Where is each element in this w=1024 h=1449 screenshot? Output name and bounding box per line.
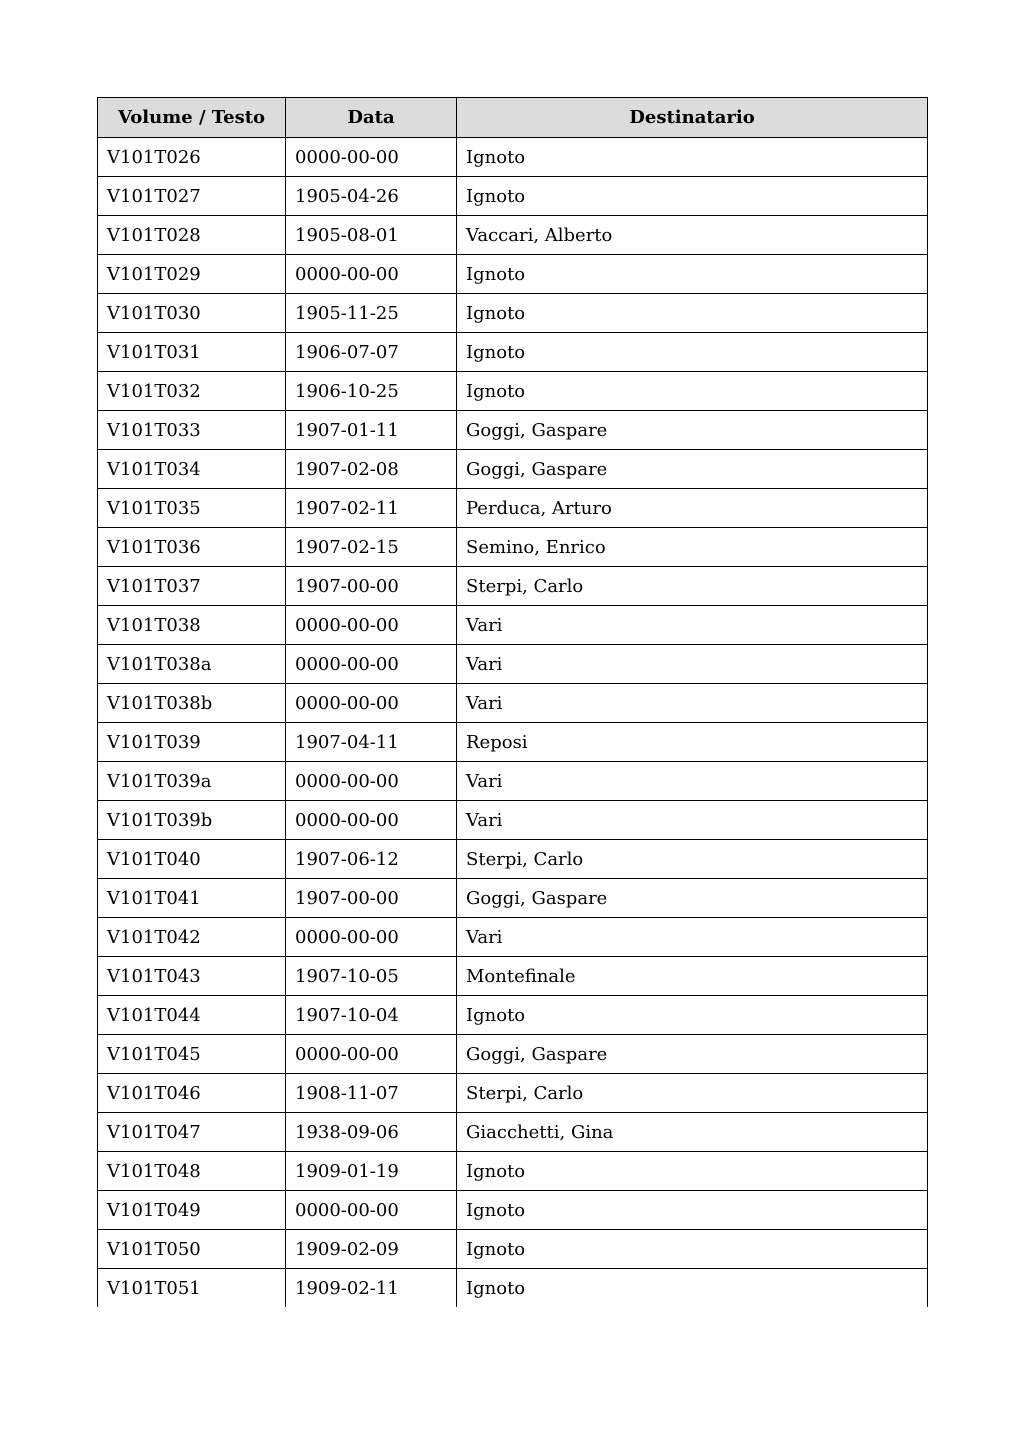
recipient-cell: Goggi, Gaspare [457, 411, 928, 450]
table-row [98, 1269, 928, 1308]
table-row [98, 684, 928, 723]
recipient-cell: Ignoto [457, 1152, 928, 1191]
recipient-cell: Sterpi, Carlo [457, 1074, 928, 1113]
table-row [98, 450, 928, 489]
table-row [98, 216, 928, 255]
date-cell: 1907-00-00 [286, 879, 457, 918]
table-row [98, 294, 928, 333]
table-row [98, 411, 928, 450]
date-cell: 1909-02-11 [286, 1269, 457, 1308]
volume-cell: V101T038b [98, 684, 286, 723]
recipient-cell: Montefinale [457, 957, 928, 996]
recipient-cell: Ignoto [457, 294, 928, 333]
date-cell: 0000-00-00 [286, 255, 457, 294]
date-cell: 1905-04-26 [286, 177, 457, 216]
date-cell: 1907-04-11 [286, 723, 457, 762]
volume-cell: V101T032 [98, 372, 286, 411]
volume-cell: V101T028 [98, 216, 286, 255]
table-row [98, 1191, 928, 1230]
table-row [98, 723, 928, 762]
date-cell: 1907-02-11 [286, 489, 457, 528]
volume-cell: V101T031 [98, 333, 286, 372]
volume-cell: V101T050 [98, 1230, 286, 1269]
table-row [98, 606, 928, 645]
correspondence-table [97, 97, 928, 1307]
table-row [98, 528, 928, 567]
date-cell: 1907-10-05 [286, 957, 457, 996]
column-header-volume: Volume / Testo [98, 98, 286, 138]
volume-cell: V101T051 [98, 1269, 286, 1308]
table-row [98, 1074, 928, 1113]
volume-cell: V101T048 [98, 1152, 286, 1191]
recipient-cell: Goggi, Gaspare [457, 450, 928, 489]
date-cell: 0000-00-00 [286, 918, 457, 957]
table-row [98, 996, 928, 1035]
date-cell: 1905-11-25 [286, 294, 457, 333]
table-row [98, 567, 928, 606]
table-row [98, 489, 928, 528]
volume-cell: V101T029 [98, 255, 286, 294]
volume-cell: V101T045 [98, 1035, 286, 1074]
date-cell: 0000-00-00 [286, 606, 457, 645]
table-row [98, 957, 928, 996]
table-row [98, 1035, 928, 1074]
volume-cell: V101T030 [98, 294, 286, 333]
recipient-cell: Ignoto [457, 372, 928, 411]
date-cell: 1907-02-08 [286, 450, 457, 489]
volume-cell: V101T035 [98, 489, 286, 528]
date-cell: 1906-10-25 [286, 372, 457, 411]
volume-cell: V101T049 [98, 1191, 286, 1230]
table-row [98, 918, 928, 957]
volume-cell: V101T036 [98, 528, 286, 567]
recipient-cell: Goggi, Gaspare [457, 1035, 928, 1074]
date-cell: 0000-00-00 [286, 645, 457, 684]
volume-cell: V101T043 [98, 957, 286, 996]
column-header-recipient: Destinatario [457, 98, 928, 138]
date-cell: 1907-02-15 [286, 528, 457, 567]
recipient-cell: Vari [457, 684, 928, 723]
date-cell: 1907-01-11 [286, 411, 457, 450]
recipient-cell: Ignoto [457, 1230, 928, 1269]
table-row [98, 1113, 928, 1152]
table-row [98, 177, 928, 216]
volume-cell: V101T044 [98, 996, 286, 1035]
table-row [98, 801, 928, 840]
date-cell: 1907-06-12 [286, 840, 457, 879]
recipient-cell: Vaccari, Alberto [457, 216, 928, 255]
table-row [98, 840, 928, 879]
table-row [98, 1230, 928, 1269]
recipient-cell: Vari [457, 606, 928, 645]
recipient-cell: Semino, Enrico [457, 528, 928, 567]
date-cell: 0000-00-00 [286, 138, 457, 177]
table-row [98, 879, 928, 918]
volume-cell: V101T046 [98, 1074, 286, 1113]
table-body [98, 138, 928, 1308]
column-header-date: Data [286, 98, 457, 138]
recipient-cell: Ignoto [457, 1191, 928, 1230]
volume-cell: V101T038a [98, 645, 286, 684]
date-cell: 1906-07-07 [286, 333, 457, 372]
date-cell: 0000-00-00 [286, 1035, 457, 1074]
recipient-cell: Ignoto [457, 177, 928, 216]
volume-cell: V101T042 [98, 918, 286, 957]
volume-cell: V101T033 [98, 411, 286, 450]
recipient-cell: Vari [457, 918, 928, 957]
volume-cell: V101T027 [98, 177, 286, 216]
table-row [98, 138, 928, 177]
date-cell: 1907-00-00 [286, 567, 457, 606]
volume-cell: V101T039b [98, 801, 286, 840]
recipient-cell: Sterpi, Carlo [457, 567, 928, 606]
recipient-cell: Ignoto [457, 1269, 928, 1308]
table-row [98, 1152, 928, 1191]
date-cell: 0000-00-00 [286, 801, 457, 840]
volume-cell: V101T047 [98, 1113, 286, 1152]
date-cell: 1907-10-04 [286, 996, 457, 1035]
date-cell: 1909-02-09 [286, 1230, 457, 1269]
recipient-cell: Reposi [457, 723, 928, 762]
recipient-cell: Sterpi, Carlo [457, 840, 928, 879]
recipient-cell: Giacchetti, Gina [457, 1113, 928, 1152]
recipient-cell: Ignoto [457, 996, 928, 1035]
date-cell: 0000-00-00 [286, 762, 457, 801]
recipient-cell: Perduca, Arturo [457, 489, 928, 528]
recipient-cell: Vari [457, 801, 928, 840]
table-row [98, 762, 928, 801]
volume-cell: V101T026 [98, 138, 286, 177]
volume-cell: V101T037 [98, 567, 286, 606]
date-cell: 1909-01-19 [286, 1152, 457, 1191]
recipient-cell: Goggi, Gaspare [457, 879, 928, 918]
volume-cell: V101T034 [98, 450, 286, 489]
date-cell: 1938-09-06 [286, 1113, 457, 1152]
volume-cell: V101T039 [98, 723, 286, 762]
recipient-cell: Vari [457, 645, 928, 684]
date-cell: 0000-00-00 [286, 684, 457, 723]
table-row [98, 645, 928, 684]
recipient-cell: Ignoto [457, 333, 928, 372]
volume-cell: V101T038 [98, 606, 286, 645]
recipient-cell: Ignoto [457, 138, 928, 177]
table-header-row [98, 98, 928, 138]
date-cell: 1908-11-07 [286, 1074, 457, 1113]
recipient-cell: Ignoto [457, 255, 928, 294]
volume-cell: V101T039a [98, 762, 286, 801]
volume-cell: V101T040 [98, 840, 286, 879]
table-row [98, 333, 928, 372]
table-row [98, 372, 928, 411]
date-cell: 0000-00-00 [286, 1191, 457, 1230]
table-row [98, 255, 928, 294]
volume-cell: V101T041 [98, 879, 286, 918]
date-cell: 1905-08-01 [286, 216, 457, 255]
recipient-cell: Vari [457, 762, 928, 801]
